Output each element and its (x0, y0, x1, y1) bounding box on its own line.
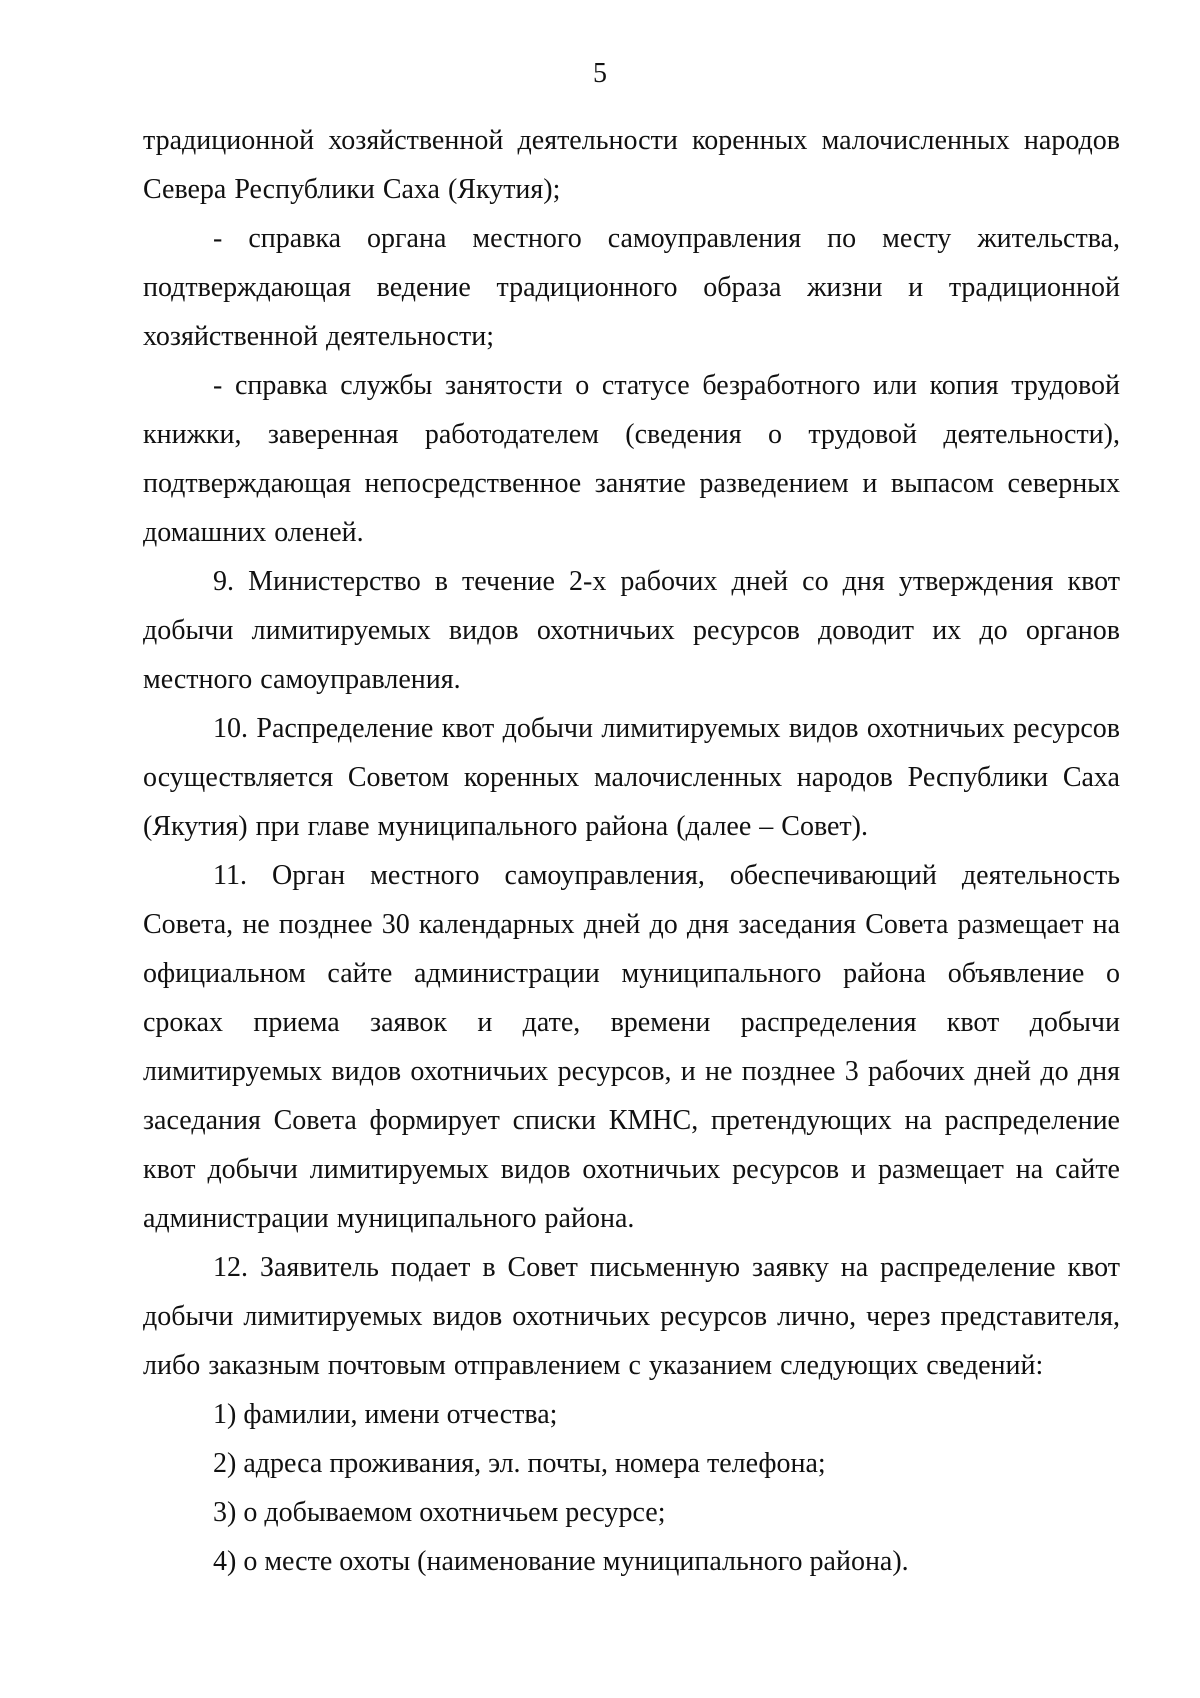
paragraph-item-11: 11. Орган местного самоуправления, обеспечивающий деятельность Совета, не позднее 30 календарных дней до дня заседания Совета размещает на официальном сайте администрации муниципального района объявление о сроках приема заявок и дате, времени распределения квот добычи лимитируемых видов охотничьих ресурсов, и не позднее 3 рабочих дней до дня заседания Совета формирует списки КМНС, претендующих на распределение квот добычи лимитируемых видов охотничьих ресурсов и размещает на сайте администрации муниципального района. (143, 860, 1120, 1234)
paragraph-continuation: традиционной хозяйственной деятельности коренных малочисленных народов Севера Республики Саха (Якутия); (143, 125, 1120, 205)
list-item: 2) адреса проживания, эл. почты, номера телефона; (213, 1448, 826, 1479)
list-item: 4) о месте охоты (наименование муниципального района). (213, 1546, 909, 1577)
paragraph-item-10: 10. Распределение квот добычи лимитируемых видов охотничьих ресурсов осуществляется Советом коренных малочисленных народов Республики Саха (Якутия) при главе муниципального района (далее – Совет). (143, 713, 1120, 842)
paragraph-item-12: 12. Заявитель подает в Совет письменную заявку на распределение квот добычи лимитируемых видов охотничьих ресурсов лично, через представителя, либо заказным почтовым отправлением с указанием следующих сведений: (143, 1252, 1120, 1381)
list-item: 1) фамилии, имени отчества; (213, 1399, 558, 1430)
page-number: 5 (593, 58, 607, 89)
document-body (143, 116, 1120, 1586)
paragraph-item-9: 9. Министерство в течение 2-х рабочих дней со дня утверждения квот добычи лимитируемых видов охотничьих ресурсов доводит их до органов местного самоуправления. (143, 566, 1120, 695)
paragraph-certificate-local-government: - справка органа местного самоуправления по месту жительства, подтверждающая ведение традиционного образа жизни и традиционной хозяйственной деятельности; (143, 223, 1120, 352)
paragraph-certificate-employment-service: - справка службы занятости о статусе безработного или копия трудовой книжки, заверенная работодателем (сведения о трудовой деятельности), подтверждающая непосредственное занятие разведением и выпасом северных домашних оленей. (143, 370, 1120, 548)
list-item: 3) о добываемом охотничьем ресурсе; (213, 1497, 666, 1528)
